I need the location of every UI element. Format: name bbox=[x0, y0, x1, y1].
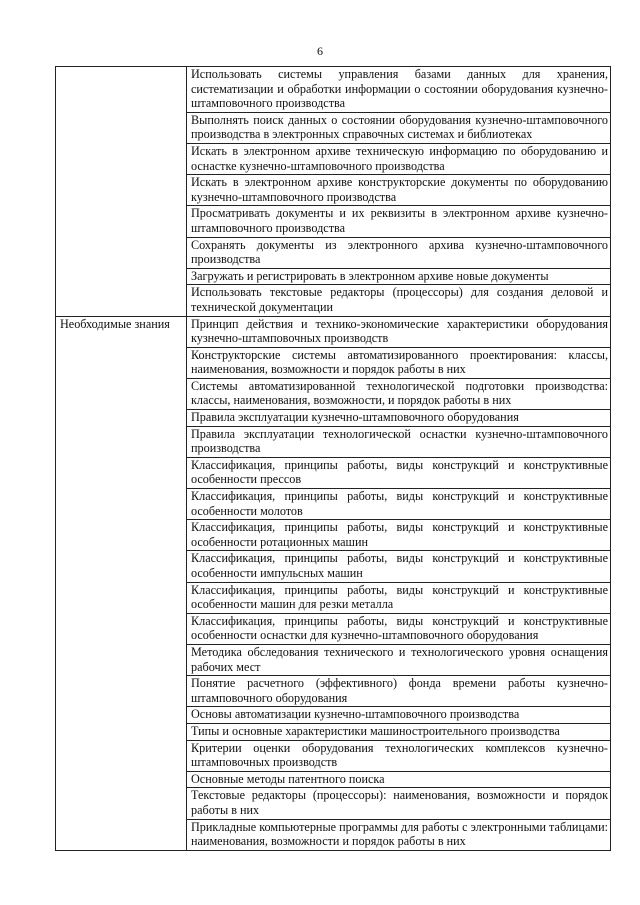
requirement-text: Понятие расчетного (эффективного) фонда времени работы кузнечно-штамповочного оборудования bbox=[187, 676, 611, 707]
table-row bbox=[56, 316, 611, 347]
requirement-text: Текстовые редакторы (процессоры): наименования, возможности и порядок работы в них bbox=[187, 788, 611, 819]
requirement-text: Классификация, принципы работы, виды конструкций и конструктивные особенности ротационных машин bbox=[187, 520, 611, 551]
requirement-text: Классификация, принципы работы, виды конструкций и конструктивные особенности молотов bbox=[187, 489, 611, 520]
requirement-text: Основы автоматизации кузнечно-штамповочного производства bbox=[187, 707, 611, 724]
section-label: Необходимые знания bbox=[56, 316, 187, 850]
requirement-text: Системы автоматизированной технологической подготовки производства: классы, наименования, возможности, и порядок работы в них bbox=[187, 378, 611, 409]
requirement-text: Критерии оценки оборудования технологических комплексов кузнечно-штамповочных производств bbox=[187, 740, 611, 771]
requirement-text: Искать в электронном архиве конструкторские документы по оборудованию кузнечно-штамповочного производства bbox=[187, 175, 611, 206]
requirement-text: Классификация, принципы работы, виды конструкций и конструктивные особенности импульсных машин bbox=[187, 551, 611, 582]
table-row bbox=[56, 67, 611, 113]
requirement-text: Выполнять поиск данных о состоянии оборудования кузнечно-штамповочного производства в электронных справочных системах и библиотеках bbox=[187, 112, 611, 143]
requirement-text: Правила эксплуатации кузнечно-штамповочного оборудования bbox=[187, 410, 611, 427]
requirement-text: Принцип действия и технико-экономические характеристики оборудования кузнечно-штамповочных производств bbox=[187, 316, 611, 347]
requirements-table bbox=[55, 66, 611, 851]
requirement-text: Сохранять документы из электронного архива кузнечно-штамповочного производства bbox=[187, 237, 611, 268]
requirement-text: Типы и основные характеристики машиностроительного производства bbox=[187, 723, 611, 740]
requirement-text: Классификация, принципы работы, виды конструкций и конструктивные особенности оснастки для кузнечно-штамповочного оборудования bbox=[187, 613, 611, 644]
requirement-text: Просматривать документы и их реквизиты в электронном архиве кузнечно-штамповочного производства bbox=[187, 206, 611, 237]
requirement-text: Основные методы патентного поиска bbox=[187, 771, 611, 788]
requirement-text: Прикладные компьютерные программы для работы с электронными таблицами: наименования, возможности и порядок работы в них bbox=[187, 819, 611, 850]
requirement-text: Использовать системы управления базами данных для хранения, систематизации и обработки информации о состоянии оборудования кузнечно-штамповочного производства bbox=[187, 67, 611, 113]
requirements-table-body bbox=[56, 67, 611, 851]
requirement-text: Классификация, принципы работы, виды конструкций и конструктивные особенности прессов bbox=[187, 457, 611, 488]
requirement-text: Методика обследования технического и технологического уровня оснащения рабочих мест bbox=[187, 644, 611, 675]
requirement-text: Правила эксплуатации технологической оснастки кузнечно-штамповочного производства bbox=[187, 426, 611, 457]
requirement-text: Использовать текстовые редакторы (процессоры) для создания деловой и технической документации bbox=[187, 285, 611, 316]
requirement-text: Классификация, принципы работы, виды конструкций и конструктивные особенности машин для резки металла bbox=[187, 582, 611, 613]
requirement-text: Загружать и регистрировать в электронном архиве новые документы bbox=[187, 268, 611, 285]
requirement-text: Конструкторские системы автоматизированного проектирования: классы, наименования, возможности и порядок работы в них bbox=[187, 347, 611, 378]
requirement-text: Искать в электронном архиве техническую информацию по оборудованию и оснастке кузнечно-штамповочного производства bbox=[187, 143, 611, 174]
section-label bbox=[56, 67, 187, 317]
page-number: 6 bbox=[317, 44, 323, 58]
